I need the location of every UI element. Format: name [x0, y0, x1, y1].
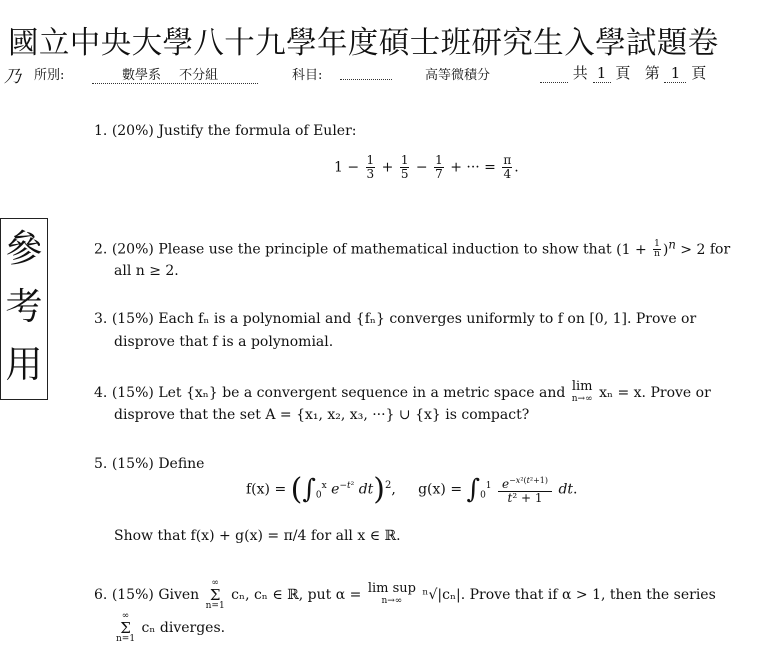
- page-number: 1: [664, 64, 686, 83]
- subject-label: 科目:: [292, 68, 323, 83]
- dept-label: 所別:: [34, 68, 65, 83]
- question-1: 1. (20%) Justify the formula of Euler:: [94, 123, 357, 139]
- euler-formula: 1 − $\frac{1}{3}$ + $\frac{1}{5}$ − $\frac{1}{7}$ + ··· = $\frac{\pi}{4}$ .: [334, 153, 519, 181]
- stamp-char-1: 參: [5, 227, 43, 270]
- question-5: 5. (15%) Define: [94, 456, 205, 472]
- question-6: 6. (15%) Given ∞ Σ n=1 cₙ, cₙ ∈ ℝ, put α = lim sup n→∞ ⁿ√|cₙ|. Prove that if α > 1, then the series: [94, 578, 716, 611]
- exam-title: 國立中央大學八十九學年度碩士班研究生入學試題卷: [8, 26, 719, 61]
- limsup-operator: lim sup n→∞: [367, 581, 416, 606]
- stamp-char-2: 考: [5, 285, 43, 328]
- question-2: 2. (20%) Please use the principle of mathematical induction to show that (1 + $\frac{1}{n}$ )$^n$ > 2 for: [94, 237, 731, 260]
- dept-value: 數學系: [122, 68, 162, 83]
- group-value: 不分組: [179, 68, 219, 83]
- fg-definitions: $f(x) = (\int_0^x$ $e^{-t^2}$ dt)$^2$, $g(x) = \int_0^1$ $\frac{e^{-x^2(t^2+1)}}{\text{t² + 1}}$ dt.: [246, 472, 578, 507]
- total-pages: 1: [593, 64, 611, 83]
- question-2-line-2: all n ≥ 2.: [114, 263, 179, 279]
- lim-operator: lim n→∞: [571, 379, 593, 404]
- page-word: 頁: [615, 64, 631, 82]
- question-5-line-2: Show that f(x) + g(x) = π/4 for all x ∈ ℝ.: [114, 528, 401, 544]
- total-pages-label: 共: [572, 64, 588, 82]
- page-info: [540, 62, 706, 83]
- sum-operator: ∞ Σ n=1: [205, 578, 225, 611]
- page-label: 第: [644, 64, 660, 82]
- subject-value: 高等微積分: [425, 68, 491, 83]
- sum-operator-2: ∞ Σ n=1: [116, 611, 136, 644]
- question-4-line-2: disprove that the set A = {x₁, x₂, x₃, ···} ∪ {x} is compact?: [114, 407, 530, 423]
- subject-blank: [340, 64, 392, 80]
- dept-field: [92, 64, 258, 84]
- handwritten-mark: 乃: [4, 67, 21, 87]
- question-3-line-2: disprove that f is a polynomial.: [114, 334, 334, 350]
- question-3: 3. (15%) Each fₙ is a polynomial and {fₙ} converges uniformly to f on [0, 1]. Prove or: [94, 311, 697, 327]
- page-word-2: 頁: [691, 64, 707, 82]
- question-6-line-2: ∞ Σ n=1 cₙ diverges.: [116, 611, 226, 644]
- reference-stamp: [0, 218, 48, 400]
- question-4: 4. (15%) Let {xₙ} be a convergent sequence in a metric space and lim n→∞ xₙ = x. Prove or: [94, 379, 711, 404]
- stamp-char-3: 用: [5, 343, 43, 386]
- induction-inequality: (1 + $\frac{1}{n}$ )$^n$ > 2: [616, 237, 706, 260]
